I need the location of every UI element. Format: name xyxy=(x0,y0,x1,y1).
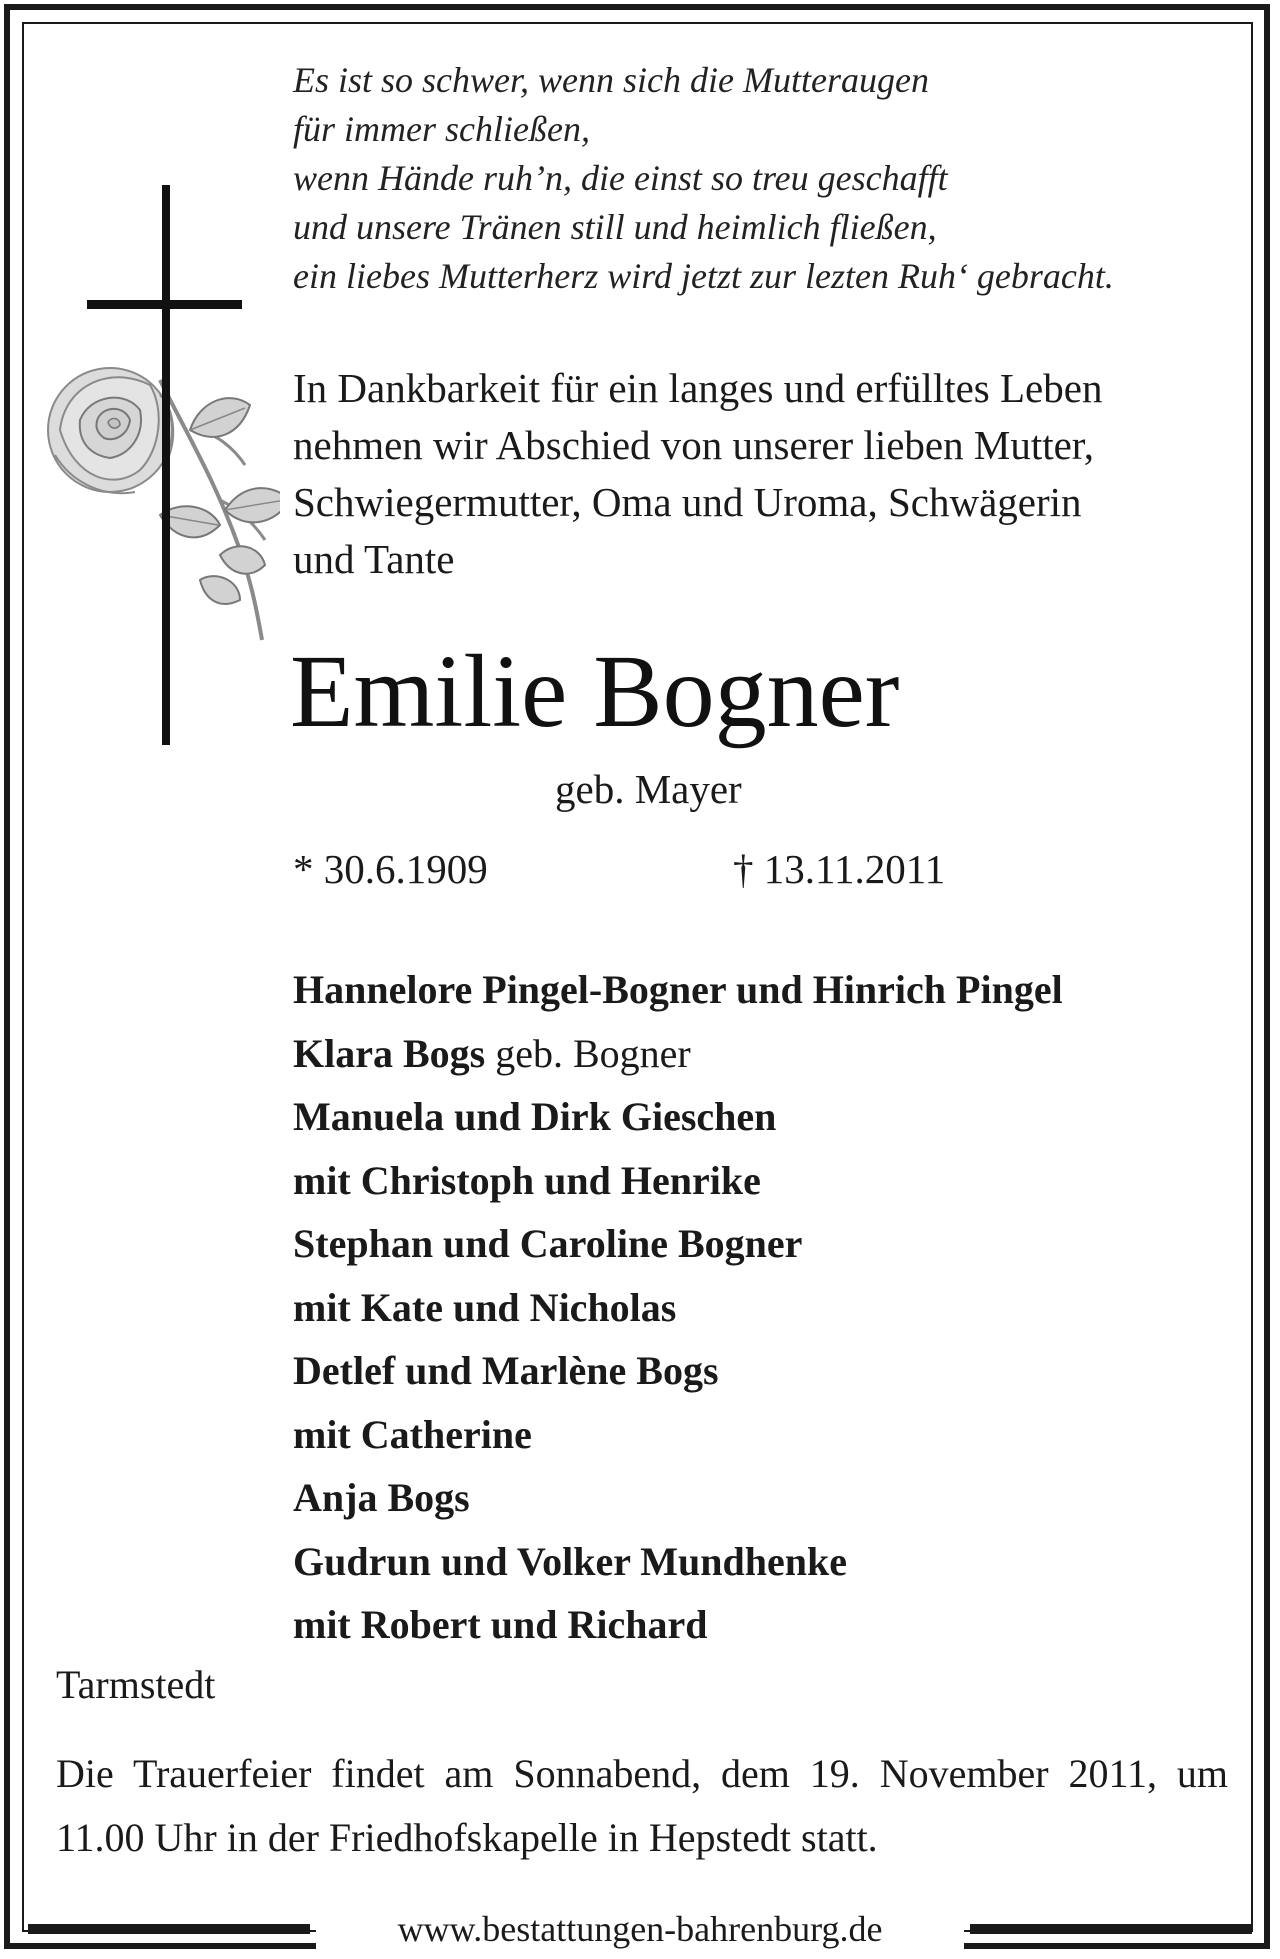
poem-line: für immer schließen, xyxy=(293,109,590,149)
mourner-names: Stephan und Caroline Bogner xyxy=(293,1221,803,1266)
cross-and-rose-illustration xyxy=(40,180,280,750)
birth-date: * 30.6.1909 xyxy=(293,846,488,892)
funeral-service-info: Die Trauerfeier findet am Sonnabend, dem 19. November 2011, um 11.00 Uhr in der Friedhofskapelle in Hepstedt statt. xyxy=(56,1751,1228,1860)
mourner-names: Gudrun und Volker Mundhenke xyxy=(293,1538,847,1584)
mourner-names: mit Christoph und Henrike xyxy=(293,1157,761,1203)
mourner-names: Anja Bogs xyxy=(293,1475,470,1520)
mourner-names: Manuela und Dirk Gieschen xyxy=(293,1094,777,1139)
mourner-line xyxy=(293,1276,1243,1340)
mourner-line xyxy=(293,1530,1243,1594)
intro-line: nehmen wir Abschied von unserer lieben Mutter, xyxy=(293,422,1095,468)
intro-line: Schwiegermutter, Oma und Uroma, Schwägerin xyxy=(293,479,1082,525)
mourner-line xyxy=(293,1212,1243,1276)
mourner-line xyxy=(293,1339,1243,1403)
poem-line: wenn Hände ruh’n, die einst so treu geschafft xyxy=(293,158,948,198)
mourner-names: Hannelore Pingel-Bogner und Hinrich Pingel xyxy=(293,967,1063,1012)
mourner-names: mit Kate und Nicholas xyxy=(293,1284,677,1330)
death-date: † 13.11.2011 xyxy=(733,846,946,892)
mourner-names: Klara Bogs xyxy=(293,1030,486,1076)
maiden-name: geb. Mayer xyxy=(555,766,742,812)
mourner-line xyxy=(293,958,1243,1022)
mourners-list xyxy=(293,958,1243,1657)
mourner-names: Detlef und Marlène Bogs xyxy=(293,1348,719,1393)
mourner-line xyxy=(293,1022,1243,1086)
mourner-line xyxy=(293,1593,1243,1657)
intro-line: In Dankbarkeit für ein langes und erfülltes Leben xyxy=(293,365,1103,411)
memorial-poem xyxy=(293,56,1243,301)
footer-divider-left xyxy=(28,1924,310,1934)
mourner-note: geb. Bogner xyxy=(485,1030,691,1076)
place-name: Tarmstedt xyxy=(56,1662,216,1707)
mourner-names: mit Catherine xyxy=(293,1411,532,1457)
intro-line: und Tante xyxy=(293,536,455,582)
footer-divider-right xyxy=(970,1924,1252,1934)
mourner-names: mit Robert und Richard xyxy=(293,1602,708,1647)
poem-line: und unsere Tränen still und heimlich fließen, xyxy=(293,207,937,247)
funeral-home-website[interactable]: www.bestattungen-bahrenburg.de xyxy=(316,1906,964,1952)
mourner-line xyxy=(293,1466,1243,1530)
deceased-name: Emilie Bogner xyxy=(290,634,900,749)
poem-line: ein liebes Mutterherz wird jetzt zur lezten Ruh‘ gebracht. xyxy=(293,256,1114,296)
mourner-line xyxy=(293,1403,1243,1467)
farewell-intro xyxy=(293,360,1243,588)
mourner-line xyxy=(293,1149,1243,1213)
mourner-line xyxy=(293,1085,1243,1149)
poem-line: Es ist so schwer, wenn sich die Mutteraugen xyxy=(293,60,929,100)
